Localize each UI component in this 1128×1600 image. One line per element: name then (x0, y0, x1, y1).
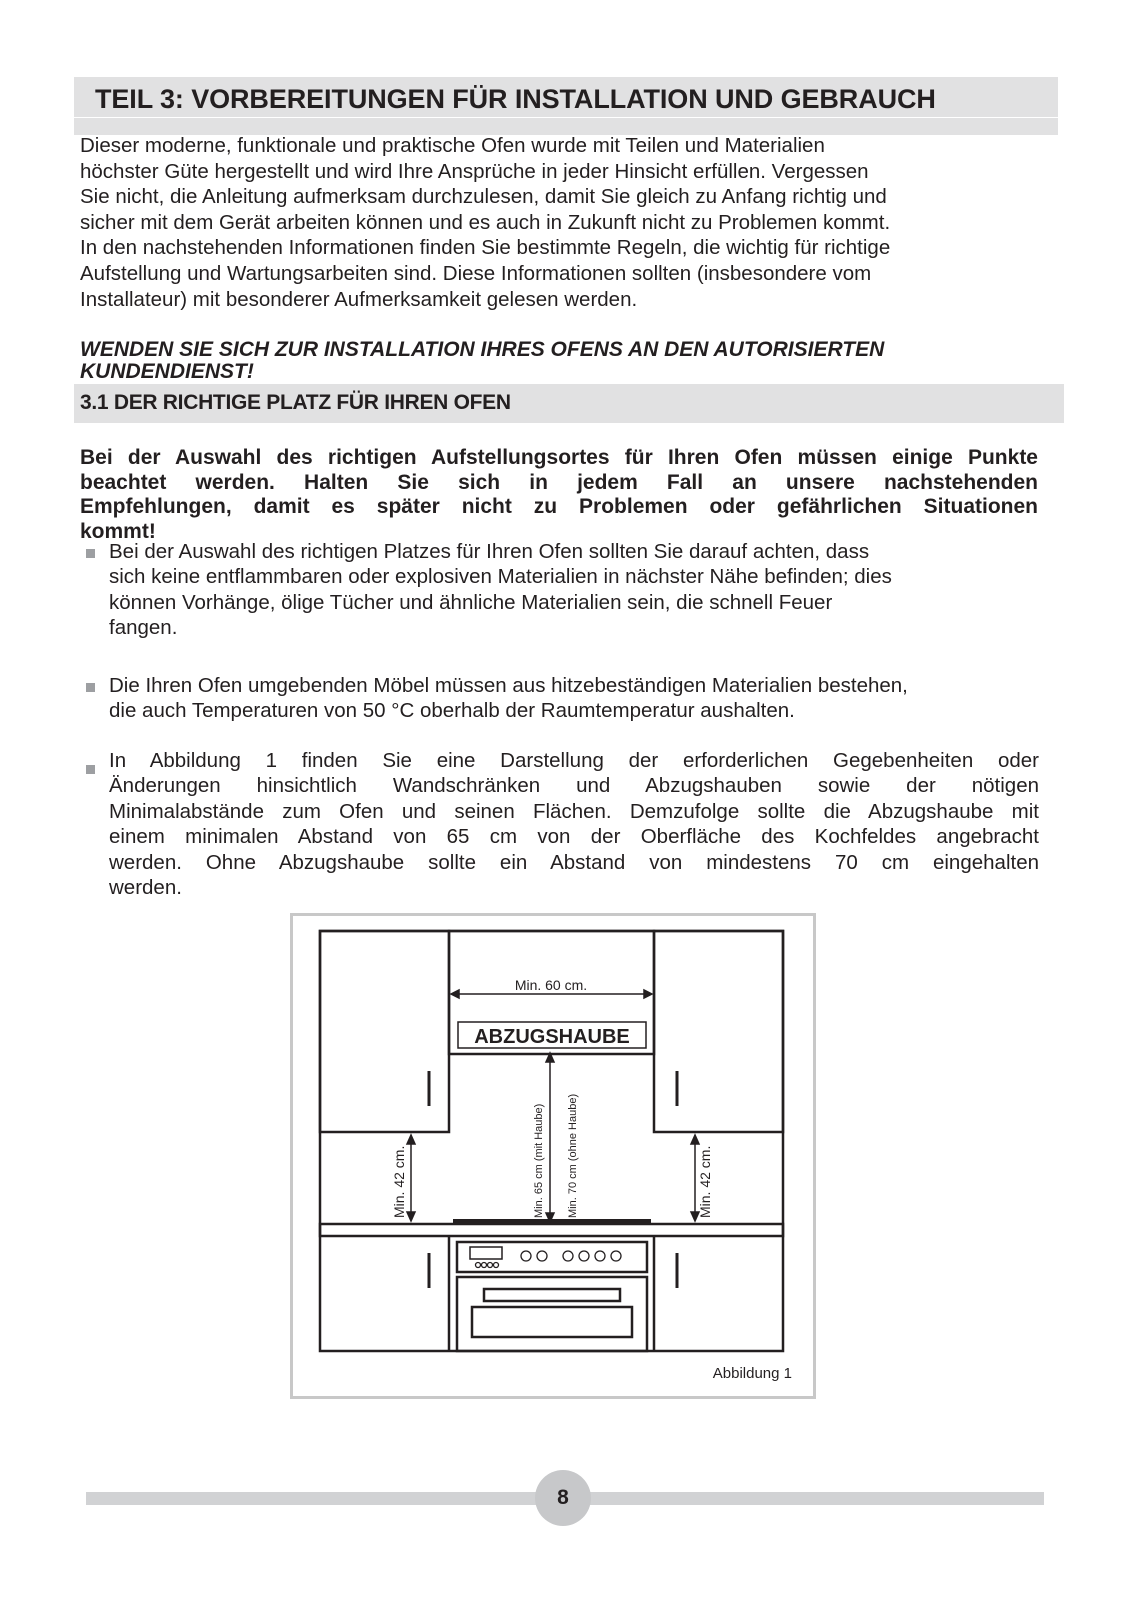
installation-figure (290, 913, 816, 1399)
bullet-line: sich keine entflammbaren oder explosiven Materialien in nächster Nähe befinden; dies (109, 565, 892, 589)
bullet-line: Die Ihren Ofen umgebenden Möbel müssen aus hitzebeständigen Materialien bestehen, (109, 674, 908, 697)
page-title: TEIL 3: VORBEREITUNGEN FÜR INSTALLATION UND GEBRAUCH (95, 84, 936, 114)
bullet-item (109, 748, 1039, 900)
bold-line: kommt! (80, 520, 156, 544)
bullet-item (109, 539, 1039, 641)
figure-caption: Abbildung 1 (712, 1365, 792, 1382)
warning-line: KUNDENDIENST! (80, 360, 254, 383)
no-hood-gap-label: Min. 70 cm (ohne Haube) (567, 1093, 579, 1218)
bullet-line: Minimalabstände zum Ofen und seinen Flächen. Demzufolge sollte die Abzugshaube mit (109, 799, 1039, 823)
intro-line: sicher mit dem Gerät arbeiten können und es auch in Zukunft nicht zu Problemen kommt. (80, 210, 891, 234)
right-wall-cabinet (654, 931, 783, 1132)
bullet-line: werden. Ohne Abzugshaube sollte ein Abstand von mindestens 70 cm eingehalten (109, 850, 1039, 874)
intro-line: Aufstellung und Wartungsarbeiten sind. Diese Informationen sollten (insbesondere vom (80, 261, 872, 285)
bullet-line: die auch Temperaturen von 50 °C oberhalb der Raumtemperatur aushalten. (109, 699, 795, 723)
bullet-marker (86, 683, 95, 692)
countertop (320, 1224, 783, 1236)
oven-handle (484, 1289, 620, 1301)
bullet-line: fangen. (109, 616, 178, 640)
bullet-marker (86, 549, 95, 558)
intro-line: Installateur) mit besonderer Aufmerksamkeit gelesen werden. (80, 287, 638, 311)
warning-line: WENDEN SIE SICH ZUR INSTALLATION IHRES OFENS AN DEN AUTORISIERTEN (80, 338, 885, 361)
right-gap-label: Min. 42 cm. (697, 1145, 713, 1218)
bullet-line: In Abbildung 1 finden Sie eine Darstellung der erforderlichen Gegebenheiten oder (109, 749, 1039, 772)
bullet-marker (86, 765, 95, 774)
intro-line: Dieser moderne, funktionale und praktische Ofen wurde mit Teilen und Materialien (80, 134, 825, 157)
bold-line: Bei der Auswahl des richtigen Aufstellungsortes für Ihren Ofen müssen einige Punkte (80, 446, 1038, 469)
bullet-line: Änderungen hinsichtlich Wandschränken und Abzugshauben sowie der nötigen (109, 774, 1039, 798)
service-warning (80, 339, 1040, 383)
bullet-line: werden. (109, 876, 182, 900)
kitchen-diagram (293, 916, 813, 1396)
placement-intro (80, 446, 1038, 545)
hood-label: ABZUGSHAUBE (474, 1026, 630, 1048)
left-gap-label: Min. 42 cm. (391, 1145, 407, 1218)
bullet-item (109, 673, 1039, 724)
bold-line: beachtet werden. Halten Sie sich in jedem Fall an unsere nachstehenden (80, 470, 1038, 494)
intro-line: Sie nicht, die Anleitung aufmerksam durchzulesen, damit Sie gleich zu Anfang richtig und (80, 185, 887, 209)
intro-line: höchster Güte hergestellt und wird Ihre Ansprüche in jeder Hinsicht erfüllen. Vergessen (80, 159, 869, 183)
bold-line: Empfehlungen, damit es später nicht zu Problemen oder gefährlichen Situationen (80, 495, 1038, 519)
intro-line: In den nachstehenden Informationen finden Sie bestimmte Regeln, die wichtig für richtige (80, 236, 891, 260)
oven-window (472, 1307, 632, 1337)
intro-paragraph (80, 133, 1040, 312)
bullet-line: Bei der Auswahl des richtigen Platzes für Ihren Ofen sollten Sie darauf achten, dass (109, 540, 870, 563)
oven-display (470, 1247, 502, 1259)
bullet-line: können Vorhänge, ölige Tücher und ähnliche Materialien sein, die schnell Feuer (109, 590, 833, 614)
hood-gap-label: Min. 65 cm (mit Haube) (533, 1103, 545, 1218)
width-label: Min. 60 cm. (514, 977, 588, 993)
page-number: 8 (535, 1470, 591, 1526)
bullet-line: einem minimalen Abstand von 65 cm von der Oberfläche des Kochfeldes angebracht (109, 825, 1039, 849)
section-heading: 3.1 DER RICHTIGE PLATZ FÜR IHREN OFEN (80, 391, 511, 414)
